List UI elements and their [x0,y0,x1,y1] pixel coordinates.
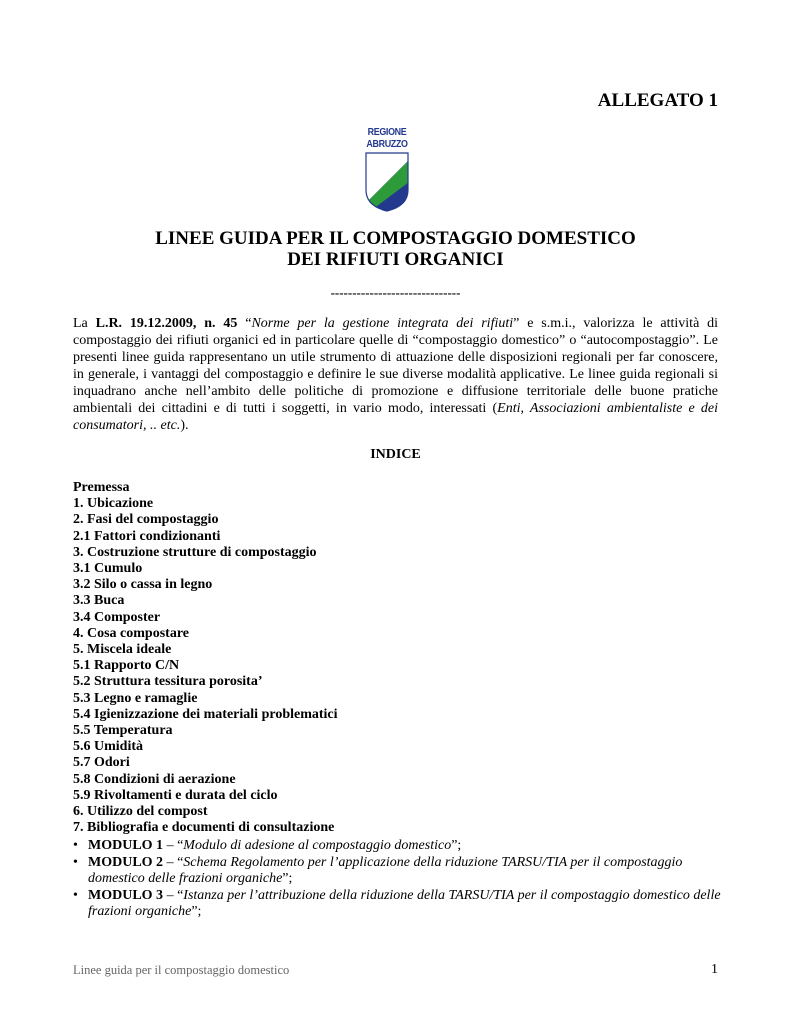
module-item-3 [73,888,723,921]
toc-item: 5.1 Rapporto C/N [73,658,180,674]
toc-item: 5. Miscela ideale [73,642,172,658]
module-label: MODULO 2 [88,854,164,870]
bullet-icon: • [73,887,78,903]
table-of-contents [73,480,723,836]
intro-text-1: La [73,316,96,331]
bullet-icon: • [73,838,78,853]
document-title [0,228,791,270]
module-label: MODULO 1 [88,838,164,853]
toc-item: 5.6 Umidità [73,739,143,755]
intro-parenthetical: Enti, Associazioni ambientaliste e dei consumatori, .. etc. [73,401,719,433]
module-label: MODULO 3 [88,887,164,903]
module-end: ”; [191,904,202,919]
toc-item: 6. Utilizzo del compost [73,804,208,820]
page-number: 1 [711,962,718,977]
toc-item: 2.1 Fattori condizionanti [73,528,221,544]
law-reference: L.R. 19.12.2009, n. 45 [95,316,238,331]
toc-item: 5.3 Legno e ramaglie [73,690,198,706]
module-sep: – “ [163,854,184,870]
modules-list [73,838,723,921]
module-item-2 [73,855,723,888]
module-title: Istanza per l’attribuzione della riduzione della TARSU/TIA per il compostaggio domestico delle frazioni organiche [88,887,721,919]
separator: ------------------------------ [330,285,461,300]
toc-item: 3.2 Silo o cassa in legno [73,577,213,593]
law-title: Norme per la gestione integrata dei rifiuti [251,316,514,331]
toc-item: 5.7 Odori [73,755,130,771]
toc-item: 5.9 Rivoltamenti e durata del ciclo [73,787,278,803]
module-sep: – “ [163,887,184,903]
module-text [88,855,723,888]
module-text [88,888,723,921]
toc-item: 4. Cosa compostare [73,625,190,641]
allegato-label: ALLEGATO 1 [597,90,718,111]
logo-text [366,126,409,150]
toc-item: 5.5 Temperatura [73,723,173,739]
logo-line-1: REGIONE [367,126,407,138]
title-line-1: LINEE GUIDA PER IL COMPOSTAGGIO DOMESTICO [155,228,636,249]
module-item-1 [73,838,723,855]
intro-text-3: ” e s.m.i., valorizza le attività di compostaggio dei rifiuti organici ed in particolare quelle di “compostaggio domestico” o “autocompostaggio”. Le presenti linee guida rappresentano un utile strumento di attuazione delle disposizioni regionali per far conoscere, in generale, i vantaggi del compostaggio e definire le sue diverse modalità applicative. Le linee guida regionali si inquadrano anche nell’ambito delle politiche di promozione e diffusione territoriale delle buone pratiche ambientali dei cittadini e di tutti i soggetti, in vario modo, interessati ( [73,316,719,416]
toc-item: Premessa [73,480,130,495]
module-title: Modulo di adesione al compostaggio domestico [183,838,452,853]
logo-line-2: ABRUZZO [366,138,408,150]
module-sep: – “ [163,838,184,853]
regione-abruzzo-logo [362,126,412,216]
toc-item: 3.3 Buca [73,593,125,609]
bullet-icon: • [73,854,78,870]
toc-item: 3.1 Cumulo [73,561,143,577]
toc-item: 5.8 Condizioni di aerazione [73,771,236,787]
module-text [88,838,723,855]
toc-item: 3.4 Composter [73,609,161,625]
toc-item: 3. Costruzione strutture di compostaggio [73,544,317,560]
intro-text-2: “ [237,316,252,331]
toc-item: 1. Ubicazione [73,496,154,512]
toc-item: 2. Fasi del compostaggio [73,512,219,528]
toc-item: 7. Bibliografia e documenti di consultazione [73,820,335,836]
title-line-2: DEI RIFIUTI ORGANICI [287,249,504,270]
index-heading: INDICE [370,447,421,462]
toc-item: 5.2 Struttura tessitura porosita’ [73,674,263,690]
intro-paragraph [73,315,718,434]
module-end: ”; [282,871,293,886]
toc-item: 5.4 Igienizzazione dei materiali problematici [73,706,338,722]
module-title: Schema Regolamento per l’applicazione della riduzione TARSU/TIA per il compostaggio domestico delle frazioni organiche [88,854,683,886]
footer-title: Linee guida per il compostaggio domestico [73,963,290,977]
module-end: ”; [451,838,462,853]
coat-of-arms-shield-icon [365,152,409,212]
intro-text-4: ). [180,418,189,433]
